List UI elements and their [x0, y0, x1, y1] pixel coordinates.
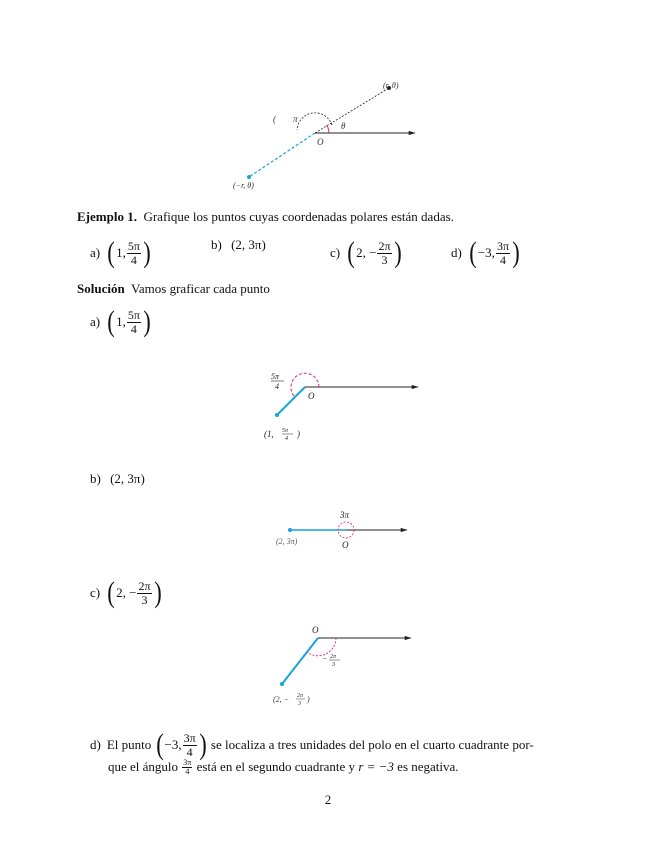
num: 5π — [127, 238, 140, 253]
opposite-ray — [249, 133, 315, 177]
label-origin: O — [312, 625, 319, 635]
left-paren: ( — [469, 236, 477, 269]
item-c-r: 2, − — [356, 245, 377, 260]
point-c — [280, 682, 284, 686]
sol-a-label: a) — [90, 314, 101, 329]
polar-diagram-c — [270, 622, 420, 712]
right-paren: ) — [143, 305, 151, 338]
item-d-label: d) — [451, 245, 462, 260]
label-p: (r, θ) — [383, 81, 399, 90]
right-paren: ) — [143, 236, 151, 269]
sol-c-fraction — [137, 580, 151, 607]
segment-to-point — [282, 638, 318, 684]
sol-b-label: b) — [90, 471, 101, 486]
item-a-r: 1, — [116, 245, 126, 260]
right-paren: ) — [512, 236, 520, 269]
example-heading: Ejemplo 1. — [77, 209, 137, 224]
solution-text: Vamos graficar cada punto — [130, 281, 270, 296]
sol-c-r: 2, − — [116, 585, 137, 600]
left-paren: ( — [107, 236, 115, 269]
solution-heading: Solución — [77, 281, 125, 296]
sol-a-fraction — [127, 309, 141, 336]
point-neg — [247, 175, 251, 179]
item-b-text: (2, 3π) — [231, 237, 266, 252]
right-paren: ) — [198, 728, 207, 761]
example-text: Grafique los puntos cuyas coordenadas polares están dadas. — [143, 209, 454, 224]
sol-a-r: 1, — [116, 314, 126, 329]
solution-a-heading — [90, 305, 152, 339]
label-theta: θ — [341, 121, 346, 131]
angle-label-den: 4 — [275, 382, 279, 391]
sol-d-line2-b: está en el segundo cuadrante y — [196, 759, 356, 774]
item-a — [90, 236, 152, 270]
item-b — [211, 236, 266, 256]
left-paren: ( — [347, 236, 355, 269]
label-pi: π — [293, 114, 298, 124]
point-a — [275, 413, 279, 417]
example-statement — [77, 208, 454, 226]
den: 4 — [182, 767, 192, 776]
sol-d-line2-a: que el ángulo — [108, 759, 179, 774]
solution-d-line2 — [108, 758, 459, 776]
right-paren: ) — [393, 236, 402, 269]
solution-statement — [77, 280, 270, 298]
left-paren: ( — [155, 728, 164, 761]
terminal-ray — [315, 88, 389, 133]
left-paren: ( — [107, 576, 115, 609]
num: 5π — [127, 307, 140, 322]
sol-d-label: d) — [90, 737, 101, 752]
right-paren: ) — [153, 576, 162, 609]
den: 3 — [377, 253, 391, 267]
point-label-prefix: (1, — [264, 429, 274, 439]
point-label-num: 5π — [282, 428, 289, 434]
label-origin: O — [308, 391, 315, 401]
sol-d-intro: El punto — [106, 737, 152, 752]
sol-c-label: c) — [90, 585, 101, 600]
polar-diagram-general — [225, 72, 425, 192]
label-origin: O — [342, 540, 349, 550]
num: 2π — [378, 238, 391, 253]
num: 3π — [183, 757, 192, 767]
angle-label-den: 3 — [332, 662, 335, 668]
solution-d-line1 — [90, 728, 534, 762]
point-label-suffix: ) — [307, 695, 310, 704]
point-label-suffix: ) — [297, 429, 300, 439]
angle-label-num: 2π — [330, 654, 337, 660]
page-number: 2 — [324, 792, 332, 807]
den: 4 — [183, 745, 197, 759]
den: 4 — [127, 253, 141, 267]
item-c — [330, 236, 403, 270]
item-d-r: −3, — [477, 245, 495, 260]
sol-d-angle-fraction — [182, 759, 192, 776]
solution-b-heading — [90, 470, 145, 488]
angle-label-num: 5π — [271, 372, 280, 381]
num: 3π — [496, 238, 509, 253]
point-label: (2, 3π) — [276, 537, 298, 546]
angle-label: 3π — [340, 510, 350, 520]
polar-diagram-b — [270, 508, 420, 553]
num: 3π — [183, 730, 196, 745]
item-d-fraction — [496, 240, 510, 267]
sol-d-condition: r = −3 — [358, 759, 394, 774]
label-origin: O — [317, 137, 324, 147]
item-d — [451, 236, 521, 270]
den: 4 — [496, 253, 510, 267]
solution-c-heading — [90, 576, 163, 610]
point-label-den: 3 — [298, 701, 301, 707]
point-b — [288, 528, 292, 532]
item-c-fraction — [377, 240, 391, 267]
theta-arc — [327, 125, 330, 133]
point-label-num: 2π — [297, 693, 304, 699]
angle-arc — [291, 373, 319, 397]
sol-d-rest: se localiza a tres unidades del polo en el cuarto cuadrante por- — [210, 737, 534, 752]
sol-d-fraction — [183, 732, 197, 759]
item-c-label: c) — [330, 245, 341, 260]
point-label-den: 4 — [285, 436, 288, 442]
den: 4 — [127, 322, 141, 336]
pi-arc — [297, 113, 332, 130]
polar-diagram-a — [260, 368, 430, 448]
label-bracket: ( — [273, 114, 276, 124]
segment-to-point — [277, 387, 305, 415]
den: 3 — [137, 593, 151, 607]
item-b-label: b) — [211, 237, 222, 252]
item-a-fraction — [127, 240, 141, 267]
label-neg: (−r, θ) — [233, 181, 254, 190]
sol-b-text: (2, 3π) — [110, 471, 145, 486]
sol-d-r: −3, — [164, 737, 182, 752]
item-a-label: a) — [90, 245, 101, 260]
num: 2π — [138, 578, 151, 593]
sol-d-line2-c: es negativa. — [397, 759, 459, 774]
angle-label-neg: − — [322, 654, 328, 663]
left-paren: ( — [107, 305, 115, 338]
point-label-prefix: (2, − — [273, 695, 290, 704]
